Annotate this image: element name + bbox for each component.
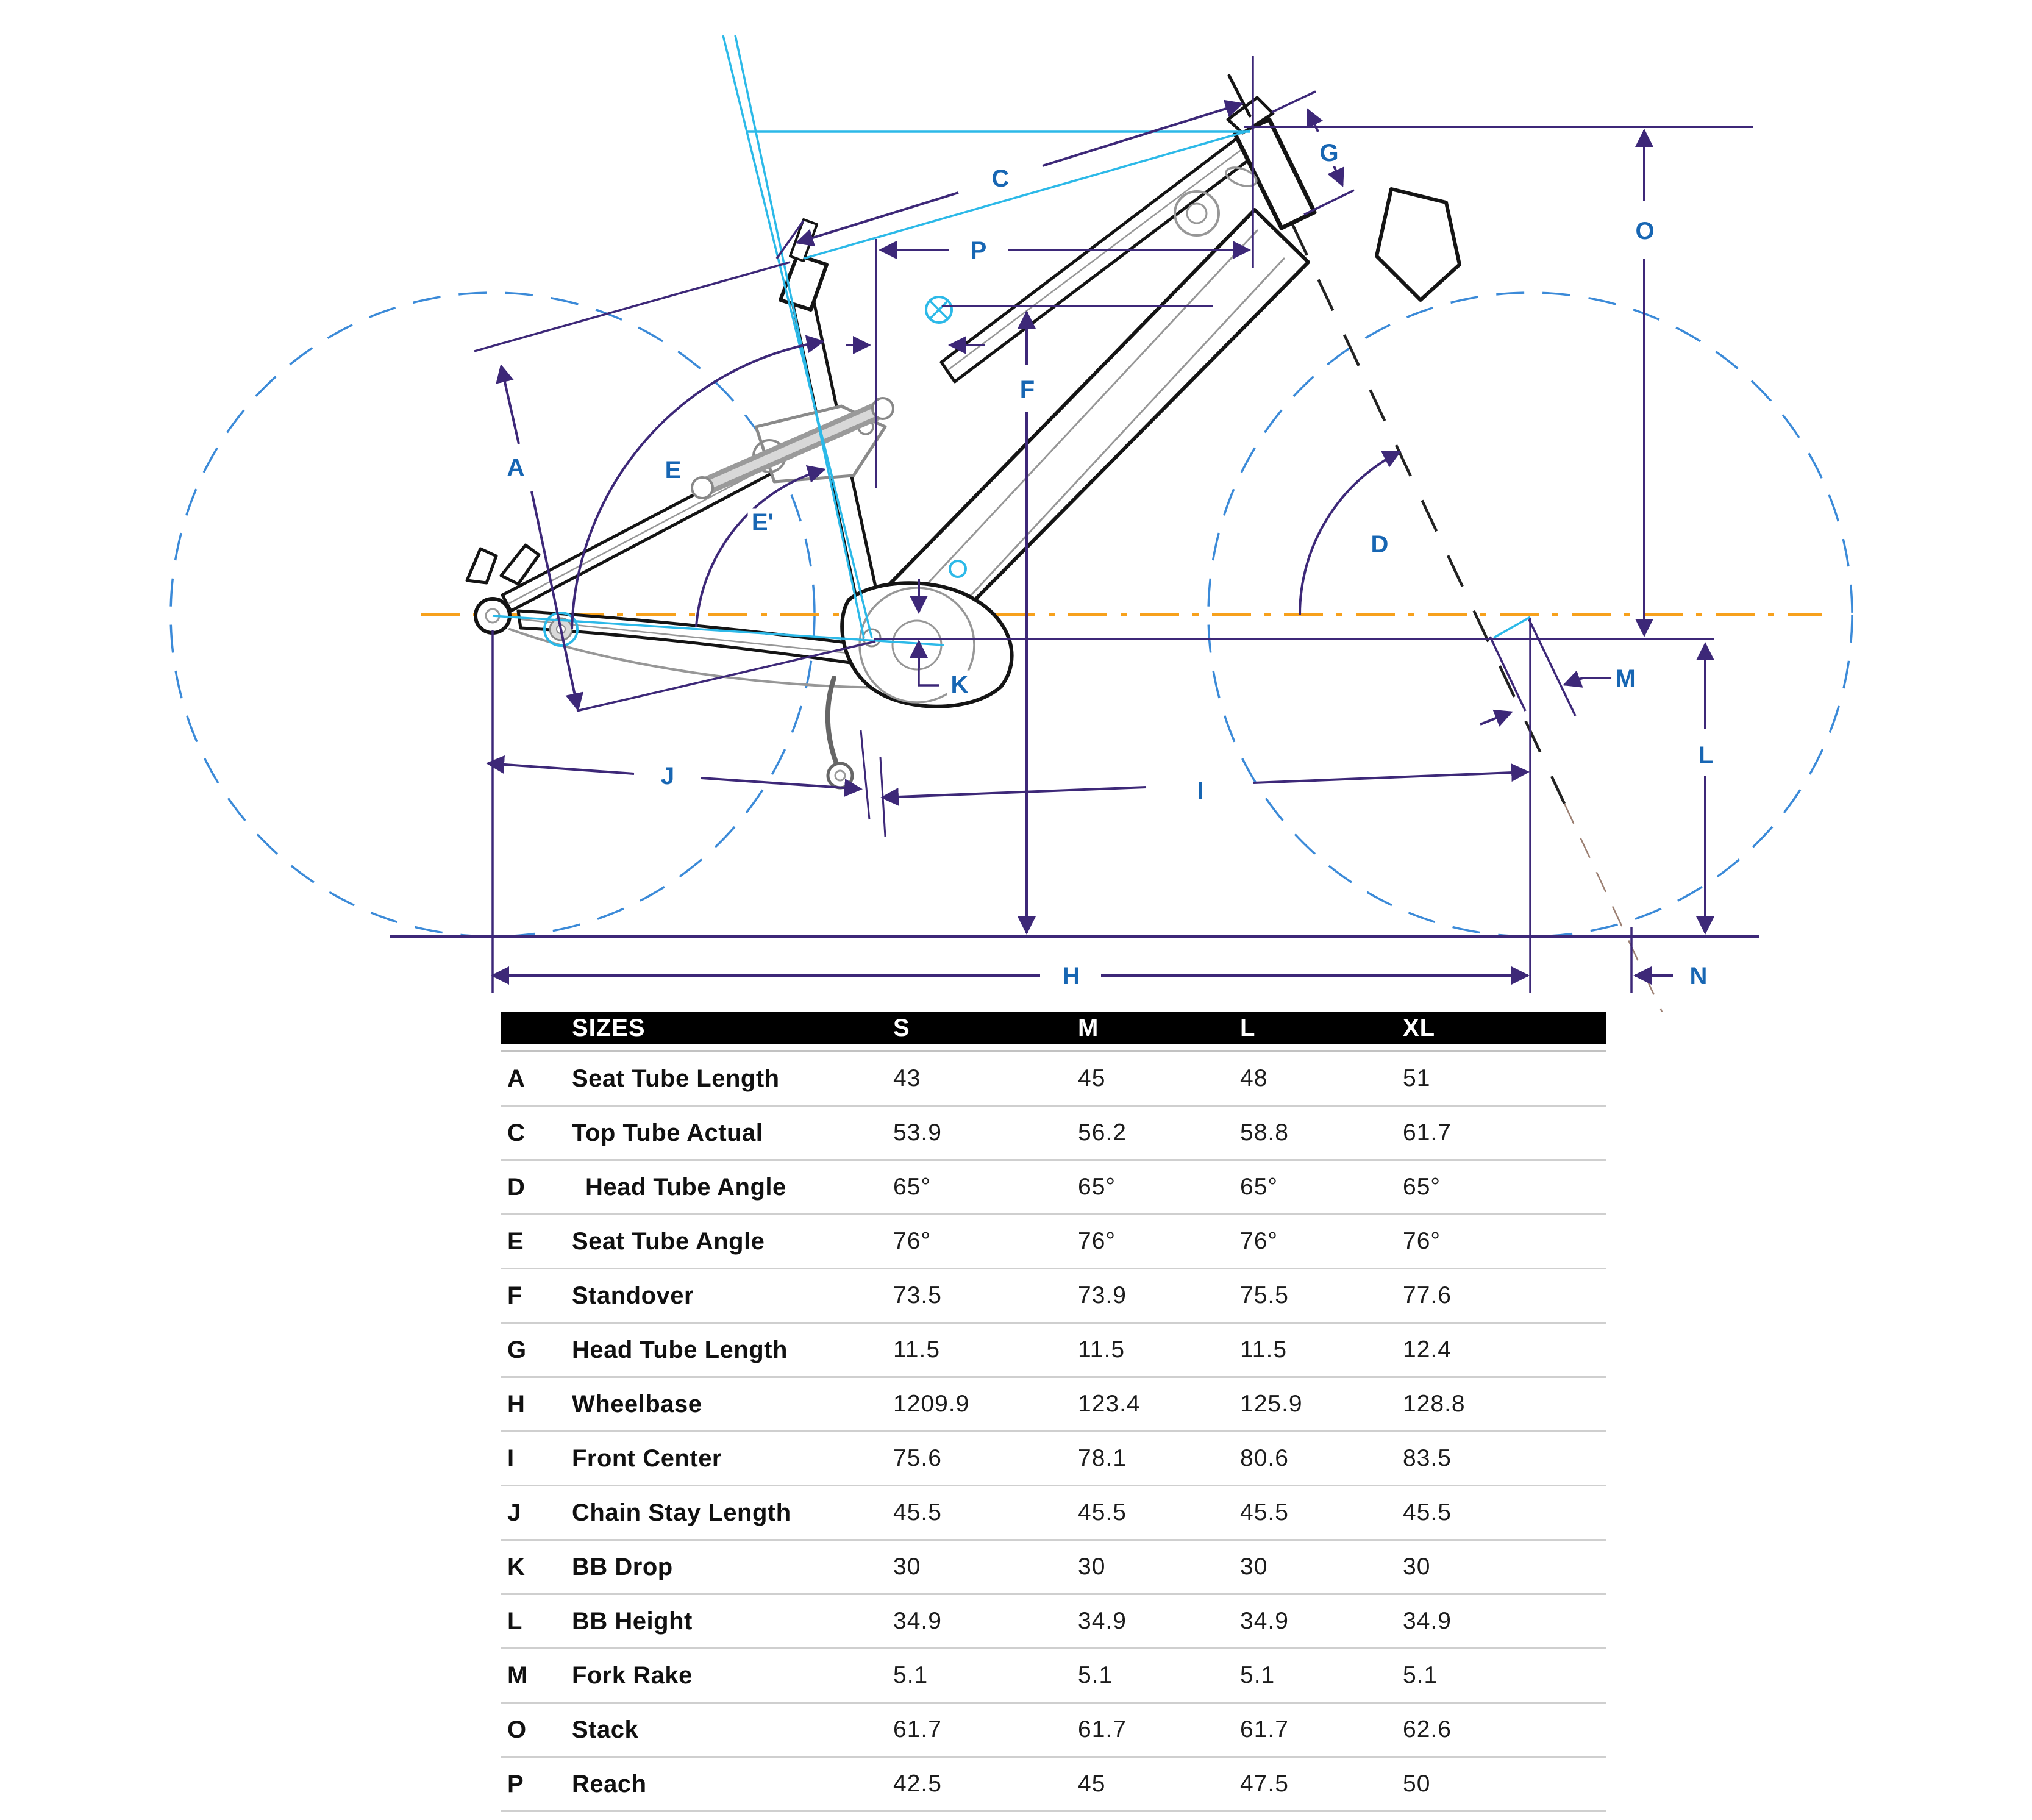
dim-label-e-prime: E' (751, 509, 774, 536)
shock-eye-rear (692, 477, 713, 498)
table-row (501, 1595, 1606, 1649)
value-xl: 83.5 (1403, 1445, 1452, 1471)
dimension-i (880, 757, 1528, 837)
row-name: Front Center (572, 1444, 722, 1472)
table-row (501, 1378, 1606, 1432)
value-m: 56.2 (1078, 1119, 1127, 1146)
value-l: 61.7 (1240, 1716, 1289, 1743)
value-s: 65° (893, 1174, 931, 1200)
row-name: Head Tube Angle (585, 1173, 786, 1201)
value-m: 73.9 (1078, 1282, 1127, 1308)
value-m: 45.5 (1078, 1499, 1127, 1526)
row-letter: K (507, 1553, 525, 1580)
value-s: 73.5 (893, 1282, 942, 1308)
value-m: 11.5 (1078, 1336, 1125, 1363)
head-lower-piece (1377, 189, 1460, 300)
row-name: Seat Tube Angle (572, 1227, 765, 1255)
header-col-l: L (1240, 1014, 1256, 1041)
dim-label-d: D (1371, 531, 1389, 558)
value-s: 53.9 (893, 1119, 942, 1146)
row-letter: D (507, 1173, 525, 1201)
value-l: 5.1 (1240, 1662, 1275, 1688)
value-l: 58.8 (1240, 1119, 1289, 1146)
table-row (501, 1052, 1606, 1107)
value-s: 61.7 (893, 1716, 942, 1743)
dimension-c (777, 104, 1242, 259)
row-letter: A (507, 1065, 525, 1092)
dim-label-h: H (1062, 963, 1080, 990)
table-row (501, 1486, 1606, 1541)
row-name: Wheelbase (572, 1390, 702, 1418)
value-l: 65° (1240, 1174, 1278, 1200)
dimension-f (1020, 312, 1035, 933)
row-letter: H (507, 1390, 525, 1418)
dim-label-n: N (1689, 963, 1708, 990)
value-xl: 65° (1403, 1174, 1441, 1200)
seat-axis-line (723, 35, 872, 638)
row-letter: J (507, 1499, 521, 1526)
table-row (501, 1269, 1606, 1324)
derailleur-pulley (828, 763, 852, 788)
row-letter: M (507, 1661, 528, 1689)
a-dim-line2 (532, 491, 578, 710)
value-m: 65° (1078, 1174, 1116, 1200)
dim-label-c: C (991, 165, 1010, 192)
value-m: 5.1 (1078, 1662, 1113, 1688)
m-axis-segment (1490, 637, 1525, 711)
dimension-j (488, 730, 869, 819)
front-axle-diagonal (1494, 617, 1530, 638)
table-row (501, 1758, 1606, 1812)
j-dim-line (488, 763, 634, 774)
value-l: 48 (1240, 1065, 1268, 1091)
value-m: 30 (1078, 1554, 1106, 1580)
value-l: 80.6 (1240, 1445, 1289, 1471)
dim-label-m: M (1615, 665, 1636, 692)
dimension-o (1635, 130, 1654, 635)
value-m: 76° (1078, 1228, 1116, 1254)
row-letter: I (507, 1444, 515, 1472)
value-s: 43 (893, 1065, 921, 1091)
table-row (501, 1324, 1606, 1378)
row-letter: G (507, 1336, 527, 1363)
dimension-h (493, 963, 1528, 990)
table-row (501, 1161, 1606, 1215)
seat-tube-extension-line (735, 35, 864, 638)
dim-label-e: E (665, 457, 682, 484)
value-s: 5.1 (893, 1662, 929, 1688)
dim-label-p: P (970, 237, 987, 264)
row-letter: P (507, 1770, 524, 1797)
value-s: 30 (893, 1554, 921, 1580)
value-l: 45.5 (1240, 1499, 1289, 1526)
table-row (501, 1541, 1606, 1595)
value-s: 75.6 (893, 1445, 942, 1471)
value-m: 78.1 (1078, 1445, 1127, 1471)
g-ext-top (1272, 91, 1316, 112)
g-dim-line2 (1333, 163, 1342, 185)
m-arrow-right (1564, 678, 1612, 685)
m-arrow-left (1480, 712, 1511, 724)
table-header-separator (501, 1044, 1606, 1052)
header-col-s: S (893, 1014, 910, 1041)
head-tube (1235, 120, 1314, 228)
value-l: 47.5 (1240, 1771, 1289, 1797)
header-col-m: M (1078, 1014, 1099, 1041)
dim-label-j: J (660, 763, 675, 790)
value-s: 42.5 (893, 1771, 942, 1797)
g-dim-line (1308, 110, 1318, 132)
i-dim-line2 (1253, 772, 1528, 783)
value-xl: 12.4 (1403, 1336, 1452, 1363)
value-l: 34.9 (1240, 1608, 1289, 1634)
reference-lines (390, 56, 1759, 993)
row-name: Seat Tube Length (572, 1065, 780, 1092)
row-name: Reach (572, 1770, 647, 1797)
dim-label-f: F (1019, 376, 1035, 403)
value-s: 45.5 (893, 1499, 942, 1526)
steering-axis-tail (1564, 804, 1665, 1012)
dimension-l (1699, 644, 1713, 933)
table-row (501, 1432, 1606, 1486)
value-xl: 61.7 (1403, 1119, 1452, 1146)
value-m: 123.4 (1078, 1391, 1141, 1417)
row-name: Standover (572, 1282, 694, 1309)
value-s: 76° (893, 1228, 931, 1254)
value-l: 75.5 (1240, 1282, 1289, 1308)
brake-mount-horn (467, 549, 496, 583)
dim-label-k: K (950, 671, 969, 698)
header-col-xl: XL (1403, 1014, 1436, 1041)
value-m: 34.9 (1078, 1608, 1127, 1634)
standover-marker-x (930, 301, 948, 319)
row-letter: E (507, 1227, 524, 1255)
table-row (501, 1107, 1606, 1161)
value-l: 76° (1240, 1228, 1278, 1254)
value-xl: 128.8 (1403, 1391, 1466, 1417)
value-l: 30 (1240, 1554, 1268, 1580)
row-name: Stack (572, 1716, 639, 1743)
row-name: Fork Rake (572, 1661, 693, 1689)
value-xl: 62.6 (1403, 1716, 1452, 1743)
header-sizes: SIZES (572, 1014, 646, 1041)
table-header (501, 1012, 1606, 1044)
row-name: Chain Stay Length (572, 1499, 791, 1526)
dim-label-o: O (1635, 218, 1655, 244)
m-axle-parallel (1529, 619, 1575, 716)
a-ext-top (474, 262, 790, 351)
row-letter: L (507, 1607, 522, 1635)
derailleur-arm (828, 678, 836, 763)
row-name: BB Height (572, 1607, 693, 1635)
dimension-d (1300, 452, 1400, 615)
value-s: 11.5 (893, 1336, 941, 1363)
value-m: 45 (1078, 1065, 1106, 1091)
value-xl: 51 (1403, 1065, 1431, 1091)
a-dim-line (501, 366, 519, 444)
row-name: Head Tube Length (572, 1336, 788, 1363)
value-l: 125.9 (1240, 1391, 1303, 1417)
table-row (501, 1704, 1606, 1758)
value-xl: 50 (1403, 1771, 1431, 1797)
frame-badge-inner (1187, 204, 1207, 223)
value-xl: 30 (1403, 1554, 1431, 1580)
geometry-table (501, 1012, 1606, 1812)
row-letter: O (507, 1716, 527, 1743)
row-letter: F (507, 1282, 522, 1309)
value-s: 1209.9 (893, 1391, 970, 1417)
table-row (501, 1649, 1606, 1704)
value-xl: 77.6 (1403, 1282, 1452, 1308)
dim-label-l: L (1698, 742, 1714, 769)
value-s: 34.9 (893, 1608, 942, 1634)
value-m: 45 (1078, 1771, 1106, 1797)
row-letter: C (507, 1119, 525, 1146)
value-xl: 45.5 (1403, 1499, 1452, 1526)
value-m: 61.7 (1078, 1716, 1127, 1743)
i-dim-line (882, 787, 1146, 798)
value-l: 11.5 (1240, 1336, 1288, 1363)
row-name: BB Drop (572, 1553, 673, 1580)
value-xl: 76° (1403, 1228, 1441, 1254)
j-ext-tick (861, 730, 869, 819)
table-row (501, 1215, 1606, 1269)
battery-seam (932, 259, 1284, 638)
dim-label-a: A (507, 454, 525, 481)
c-dim-line (797, 193, 958, 243)
row-name: Top Tube Actual (572, 1119, 763, 1146)
steering-axis-dashed (1292, 224, 1564, 804)
dimension-p (880, 237, 1249, 264)
value-xl: 5.1 (1403, 1662, 1438, 1688)
value-xl: 34.9 (1403, 1608, 1452, 1634)
dim-label-i: I (1197, 777, 1204, 804)
dim-label-g: G (1319, 140, 1339, 166)
